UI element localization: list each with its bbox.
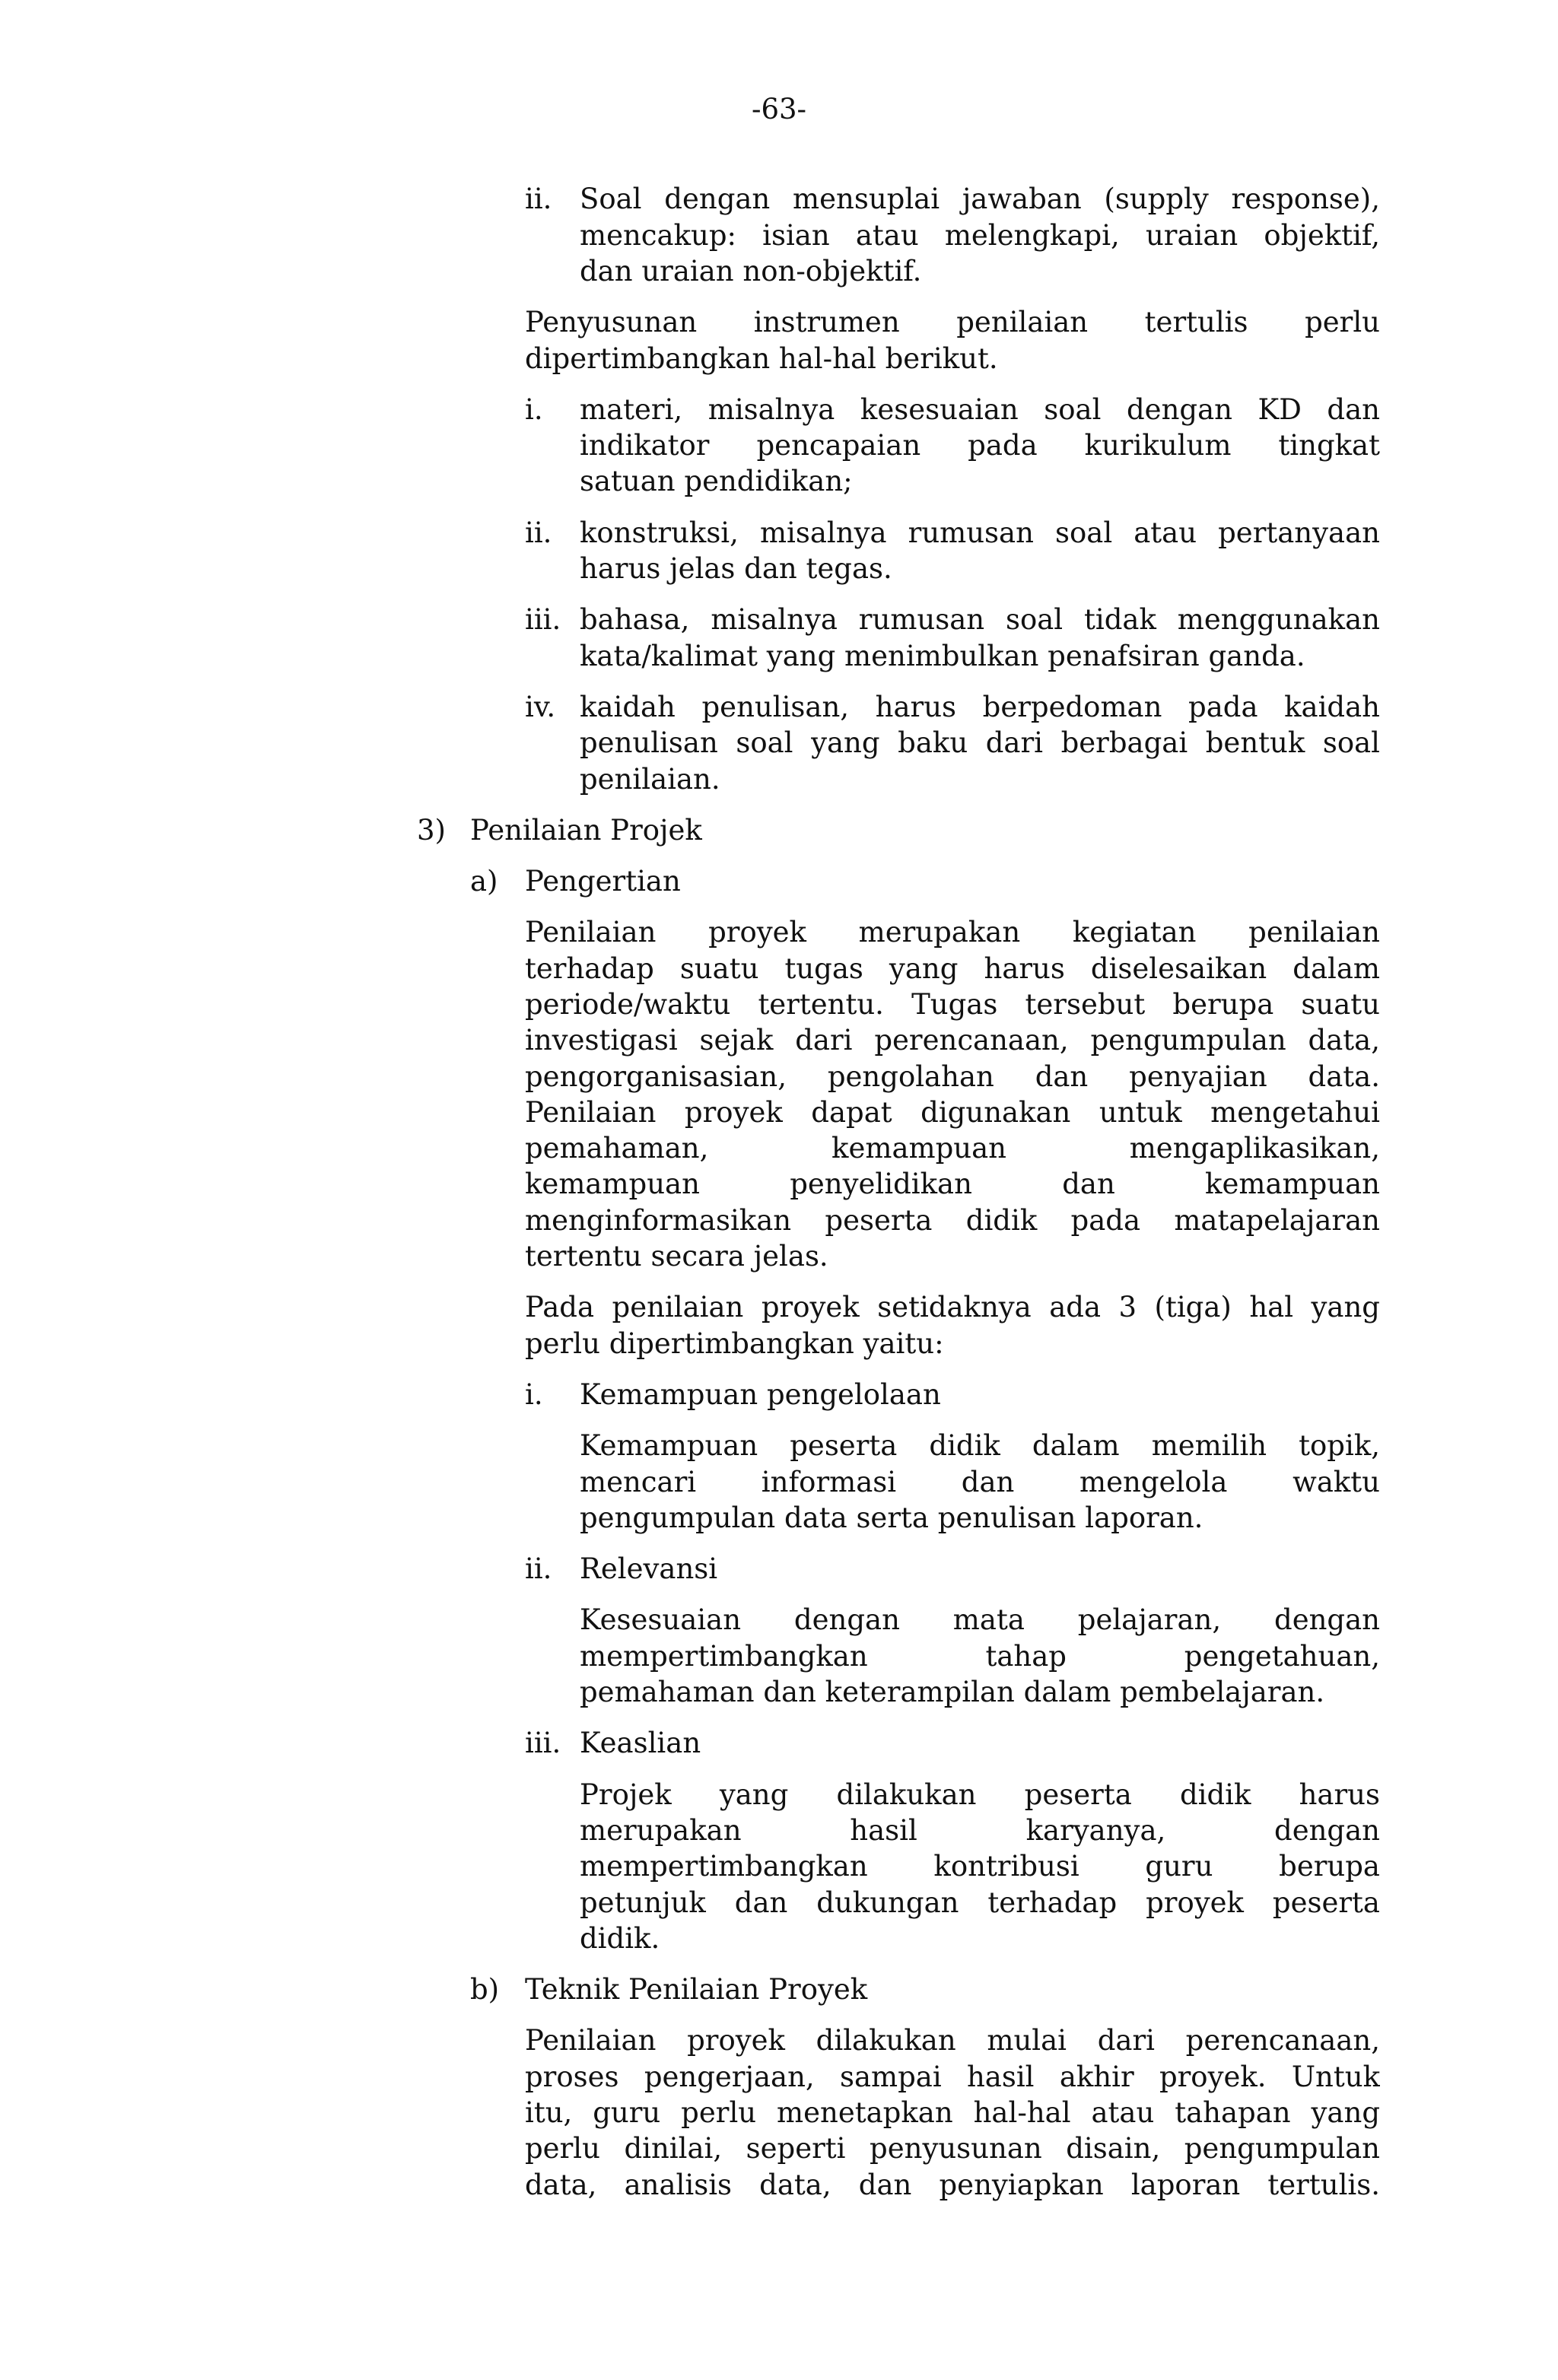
text-line: mempertimbangkan tahap pengetahuan, xyxy=(580,1639,1380,1673)
text-line: pemahaman dan keterampilan dalam pembelajaran. xyxy=(580,1676,1325,1709)
text-line: petunjuk dan dukungan terhadap proyek peserta xyxy=(580,1886,1380,1919)
text-line: pengorganisasian, pengolahan dan penyajian data. xyxy=(525,1060,1380,1093)
paragraph xyxy=(580,1428,1380,1536)
list-item-i xyxy=(525,392,1380,500)
list-marker: iv. xyxy=(525,690,556,723)
paragraph xyxy=(580,1602,1380,1710)
text-line: mencari informasi dan mengelola waktu xyxy=(580,1465,1380,1498)
list-item-title: Relevansi xyxy=(580,1552,718,1586)
text-line: Penilaian proyek dilakukan mulai dari perencanaan, xyxy=(525,2024,1380,2057)
list-item-title: Kemampuan pengelolaan xyxy=(580,1377,941,1411)
text-line: Penilaian proyek dapat digunakan untuk mengetahui xyxy=(525,1095,1380,1129)
subsection-heading xyxy=(470,1972,1380,2007)
list-marker: iii. xyxy=(525,1727,561,1760)
section-title: Penilaian Projek xyxy=(470,813,702,847)
text-line: mencakup: isian atau melengkapi, uraian objektif, xyxy=(580,218,1380,252)
text-line: Projek yang dilakukan peserta didik harus xyxy=(580,1778,1380,1811)
text-line: kemampuan penyelidikan dan kemampuan xyxy=(525,1168,1380,1201)
subsection-letter: b) xyxy=(470,1973,500,2007)
text-line: dipertimbangkan hal-hal berikut. xyxy=(525,342,998,375)
text-line: investigasi sejak dari perencanaan, pengumpulan data, xyxy=(525,1024,1380,1057)
text-line: satuan pendidikan; xyxy=(580,465,853,498)
list-marker: i. xyxy=(525,392,543,426)
text-line: pengumpulan data serta penulisan laporan. xyxy=(580,1501,1203,1534)
paragraph xyxy=(525,2023,1380,2202)
text-line: periode/waktu tertentu. Tugas tersebut berupa suatu xyxy=(525,987,1380,1021)
subsection-heading xyxy=(470,863,1380,899)
text-line: Soal dengan mensuplai jawaban (supply response), xyxy=(580,183,1380,216)
text-line: materi, misalnya kesesuaian soal dengan KD dan xyxy=(580,392,1380,426)
paragraph xyxy=(525,914,1380,1274)
text-line: perlu dipertimbangkan yaitu: xyxy=(525,1327,944,1360)
text-line: menginformasikan peserta didik pada matapelajaran xyxy=(525,1203,1380,1237)
text-line: data, analisis data, dan penyiapkan laporan tertulis. xyxy=(525,2168,1380,2201)
list-item-iv xyxy=(525,689,1380,797)
text-line: merupakan hasil karyanya, dengan xyxy=(580,1813,1380,1847)
list-marker: ii. xyxy=(525,1552,552,1586)
text-line: kaidah penulisan, harus berpedoman pada kaidah xyxy=(580,690,1380,723)
text-line: tertentu secara jelas. xyxy=(525,1240,828,1273)
list-marker: ii. xyxy=(525,516,552,549)
list-item-ii xyxy=(525,515,1380,587)
list-marker: iii. xyxy=(525,603,561,637)
list-item-iii xyxy=(525,602,1380,674)
paragraph xyxy=(525,1289,1380,1362)
text-line: Kesesuaian dengan mata pelajaran, dengan xyxy=(580,1603,1380,1637)
text-line: harus jelas dan tegas. xyxy=(580,552,892,586)
text-line: proses pengerjaan, sampai hasil akhir proyek. Untuk xyxy=(525,2060,1380,2093)
text-line: kata/kalimat yang menimbulkan penafsiran ganda. xyxy=(580,639,1305,672)
text-line: indikator pencapaian pada kurikulum tingkat xyxy=(580,429,1380,462)
list-item-iii xyxy=(525,1725,1380,1761)
list-marker: ii. xyxy=(525,183,552,216)
text-line: Penilaian proyek merupakan kegiatan penilaian xyxy=(525,916,1380,949)
text-line: itu, guru perlu menetapkan hal-hal atau tahapan yang xyxy=(525,2096,1380,2129)
list-item-title: Keaslian xyxy=(580,1727,701,1760)
list-item-ii xyxy=(525,1551,1380,1587)
text-line: didik. xyxy=(580,1921,660,1955)
text-line: perlu dinilai, seperti penyusunan disain, pengumpulan xyxy=(525,2132,1380,2166)
subsection-title: Pengertian xyxy=(525,865,681,898)
text-line: bahasa, misalnya rumusan soal tidak menggunakan xyxy=(580,603,1380,637)
list-item-ii xyxy=(525,181,1380,289)
text-line: mempertimbangkan kontribusi guru berupa xyxy=(580,1850,1380,1883)
text-line: konstruksi, misalnya rumusan soal atau pertanyaan xyxy=(580,516,1380,549)
text-line: dan uraian non-objektif. xyxy=(580,254,922,288)
text-line: Penyusunan instrumen penilaian tertulis perlu xyxy=(525,306,1380,339)
text-line: Kemampuan peserta didik dalam memilih topik, xyxy=(580,1429,1380,1463)
text-line: terhadap suatu tugas yang harus diselesaikan dalam xyxy=(525,952,1380,985)
page-body xyxy=(0,181,1558,2203)
page-number: -63- xyxy=(751,93,807,126)
text-line: penilaian. xyxy=(580,762,720,796)
subsection-letter: a) xyxy=(470,865,498,898)
section-heading xyxy=(417,812,1380,848)
paragraph xyxy=(525,304,1380,377)
section-number: 3) xyxy=(417,813,446,847)
text-line: penulisan soal yang baku dari berbagai bentuk soal xyxy=(580,726,1380,760)
list-marker: i. xyxy=(525,1377,543,1411)
text-line: pemahaman, kemampuan mengaplikasikan, xyxy=(525,1132,1380,1165)
paragraph xyxy=(580,1777,1380,1956)
text-line: Pada penilaian proyek setidaknya ada 3 (tiga) hal yang xyxy=(525,1291,1380,1324)
subsection-title: Teknik Penilaian Proyek xyxy=(525,1973,868,2007)
list-item-i xyxy=(525,1377,1380,1412)
